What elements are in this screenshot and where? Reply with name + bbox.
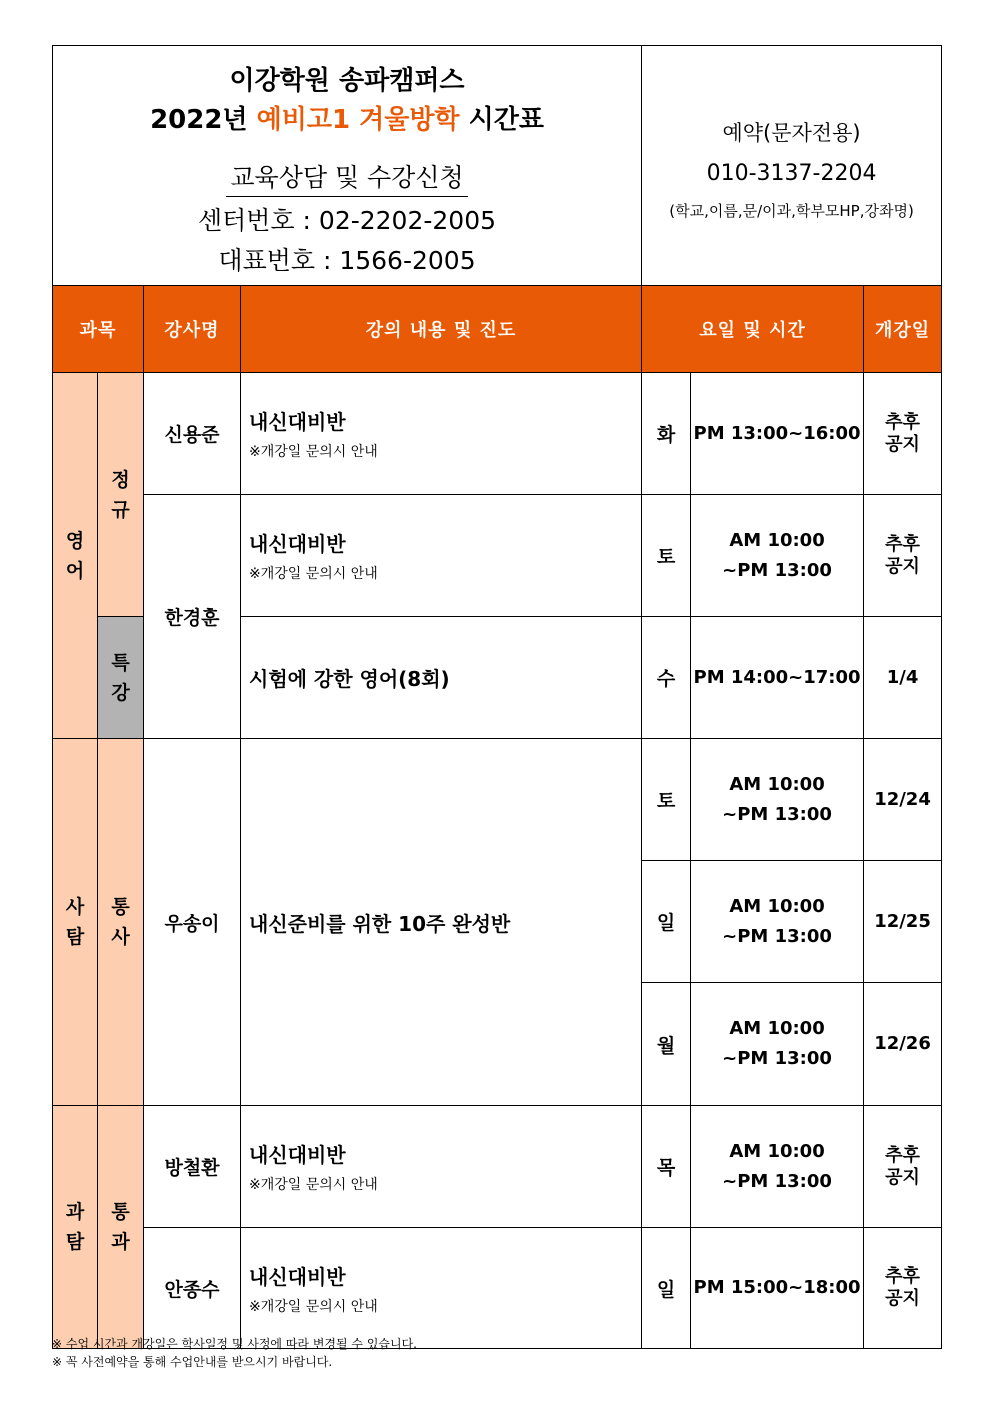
course-day: 일 xyxy=(642,861,691,983)
table-row xyxy=(53,1106,942,1228)
course-day: 월 xyxy=(642,983,691,1106)
open-date: 12/25 xyxy=(864,861,942,983)
course-time: AM 10:00 ~PM 13:00 xyxy=(691,495,864,617)
open-date: 12/26 xyxy=(864,983,942,1106)
course-content: 내신대비반 ※개강일 문의시 안내 xyxy=(241,1106,642,1228)
table-row xyxy=(53,1228,942,1349)
course-content: 내신대비반 ※개강일 문의시 안내 xyxy=(241,373,642,495)
course-time: PM 14:00~17:00 xyxy=(691,617,864,739)
course-day: 토 xyxy=(642,739,691,861)
subject-science: 과 탐 xyxy=(53,1106,98,1349)
timetable xyxy=(52,45,942,1349)
teacher-name: 안종수 xyxy=(144,1228,241,1349)
subject-science-sub: 통 과 xyxy=(98,1106,144,1349)
subject-english: 영 어 xyxy=(53,373,98,739)
open-date: 추후 공지 xyxy=(864,373,942,495)
footnotes xyxy=(52,1335,417,1371)
table-row xyxy=(53,373,942,495)
course-day: 화 xyxy=(642,373,691,495)
course-time: AM 10:00 ~PM 13:00 xyxy=(691,861,864,983)
highlight-text: 예비고1 겨울방학 xyxy=(256,105,460,135)
table-row xyxy=(53,739,942,861)
reservation-phone: 010-3137-2204 xyxy=(706,160,877,186)
course-day: 일 xyxy=(642,1228,691,1349)
reservation-block xyxy=(642,46,942,286)
footnote: ※ 수업 시간과 개강일은 학사일정 및 사정에 따라 변경될 수 있습니다. xyxy=(52,1337,417,1351)
subject-social-sub: 통 사 xyxy=(98,739,144,1106)
course-time: PM 15:00~18:00 xyxy=(691,1228,864,1349)
title-block xyxy=(53,46,642,286)
teacher-name: 한경훈 xyxy=(144,495,241,739)
open-date: 추후 공지 xyxy=(864,1106,942,1228)
teacher-name: 우송이 xyxy=(144,739,241,1106)
col-teacher: 강사명 xyxy=(144,286,241,373)
course-day: 수 xyxy=(642,617,691,739)
course-time: AM 10:00 ~PM 13:00 xyxy=(691,739,864,861)
course-content: 시험에 강한 영어(8회) xyxy=(241,617,642,739)
col-subject: 과목 xyxy=(53,286,144,373)
teacher-name: 방철환 xyxy=(144,1106,241,1228)
subject-english-special: 특 강 xyxy=(98,617,144,739)
col-content: 강의 내용 및 진도 xyxy=(241,286,642,373)
subject-english-regular: 정 규 xyxy=(98,373,144,617)
column-header-row xyxy=(53,286,942,373)
rep-number: 대표번호 : 1566-2005 xyxy=(218,246,476,275)
reservation-label: 예약(문자전용) xyxy=(722,120,861,145)
course-content: 내신대비반 ※개강일 문의시 안내 xyxy=(241,495,642,617)
course-time: AM 10:00 ~PM 13:00 xyxy=(691,1106,864,1228)
reservation-note: (학교,이름,문/이과,학부모HP,강좌명) xyxy=(669,201,914,220)
course-content: 내신대비반 ※개강일 문의시 안내 xyxy=(241,1228,642,1349)
open-date: 추후 공지 xyxy=(864,1228,942,1349)
subject-social: 사 탐 xyxy=(53,739,98,1106)
course-day: 목 xyxy=(642,1106,691,1228)
footnote: ※ 꼭 사전예약을 통해 수업안내를 받으시기 바랍니다. xyxy=(52,1355,333,1369)
academy-name: 이강학원 송파캠퍼스 xyxy=(229,66,465,96)
teacher-name: 신용준 xyxy=(144,373,241,495)
course-day: 토 xyxy=(642,495,691,617)
course-time: AM 10:00 ~PM 13:00 xyxy=(691,983,864,1106)
schedule-title: 2022년 예비고1 겨울방학 시간표 xyxy=(150,105,544,135)
open-date: 추후 공지 xyxy=(864,495,942,617)
open-date: 1/4 xyxy=(864,617,942,739)
table-row xyxy=(53,495,942,617)
course-time: PM 13:00~16:00 xyxy=(691,373,864,495)
col-schedule: 요일 및 시간 xyxy=(642,286,864,373)
open-date: 12/24 xyxy=(864,739,942,861)
col-open: 개강일 xyxy=(864,286,942,373)
course-content: 내신준비를 위한 10주 완성반 xyxy=(241,739,642,1106)
consult-label: 교육상담 및 수강신청 xyxy=(226,158,467,197)
center-number: 센터번호 : 02-2202-2005 xyxy=(198,206,497,235)
